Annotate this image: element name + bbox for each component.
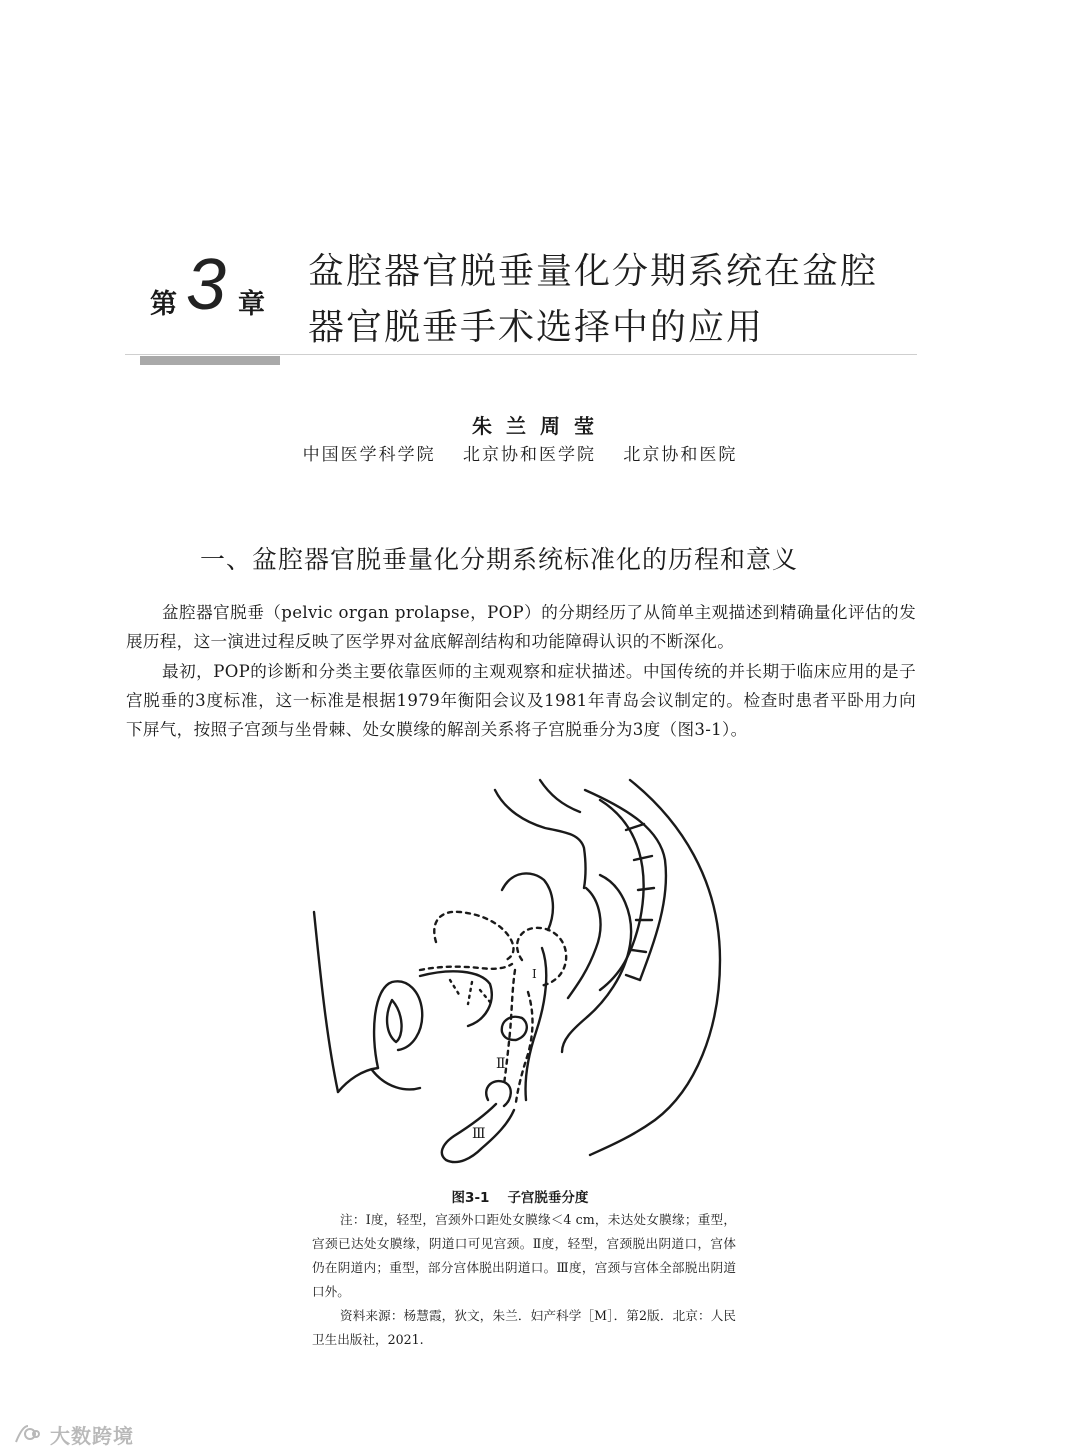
watermark-text: 大数跨境 bbox=[50, 1424, 134, 1448]
chapter-title-line2: 器官脱垂手术选择中的应用 bbox=[308, 307, 765, 348]
section-heading: 一、盆腔器官脱垂量化分期系统标准化的历程和意义 bbox=[200, 545, 799, 574]
stage-label-3: Ⅲ bbox=[472, 1126, 486, 1142]
affiliations: 中国医学科学院 北京协和医学院 北京协和医院 bbox=[302, 445, 738, 465]
chapter-suffix: 章 bbox=[238, 289, 265, 320]
body-paragraph-2: 最初，POP的诊断和分类主要依靠医师的主观观察和症状描述。中国传统的并长期于临床应用的是子宫脱垂的3度标准，这一标准是根据1979年衡阳会议及1981年青岛会议制定的。检查时患者平卧用力向下屏气，按照子宫颈与坐骨棘、处女膜缘的解剖关系将子宫脱垂分为3度（图3-1）。 bbox=[126, 662, 916, 739]
figure-source: 资料来源：杨慧霞，狄文，朱兰．妇产科学［M］．第2版．北京：人民卫生出版社，2021. bbox=[312, 1308, 736, 1347]
title-accent-bar bbox=[140, 356, 280, 365]
prolapse-illustration bbox=[300, 770, 750, 1170]
chapter-number: 3 bbox=[186, 245, 227, 325]
body-paragraph-1: 盆腔器官脱垂（pelvic organ prolapse，POP）的分期经历了从简单主观描述到精确量化评估的发展历程，这一演进过程反映了医学界对盆底解剖结构和功能障碍认识的不断深化。 bbox=[126, 603, 916, 651]
figure-note: 注：Ⅰ度，轻型，宫颈外口距处女膜缘＜4 cm，未达处女膜缘；重型，宫颈已达处女膜缘，阴道口可见宫颈。Ⅱ度，轻型，宫颈脱出阴道口，宫体仍在阴道内；重型，部分宫体脱出阴道口。Ⅲ度，宫颈与宫体全部脱出阴道口外。 bbox=[312, 1212, 736, 1299]
watermark bbox=[14, 1420, 164, 1448]
chapter-title bbox=[308, 244, 948, 356]
title-divider bbox=[125, 354, 917, 355]
chapter-title-line1: 盆腔器官脱垂量化分期系统在盆腔 bbox=[308, 251, 879, 292]
figure-number: 图3-1 bbox=[451, 1190, 490, 1206]
chapter-prefix: 第 bbox=[150, 289, 177, 320]
figure-title: 子宫脱垂分度 bbox=[507, 1190, 589, 1206]
figure-caption bbox=[0, 1186, 1040, 1206]
stage-label-1: Ⅰ bbox=[532, 967, 537, 981]
chapter-label bbox=[150, 245, 280, 330]
stage-label-2: Ⅱ bbox=[496, 1056, 506, 1072]
watermark-logo-icon bbox=[14, 1422, 40, 1444]
authors: 朱兰周莹 bbox=[472, 414, 608, 438]
